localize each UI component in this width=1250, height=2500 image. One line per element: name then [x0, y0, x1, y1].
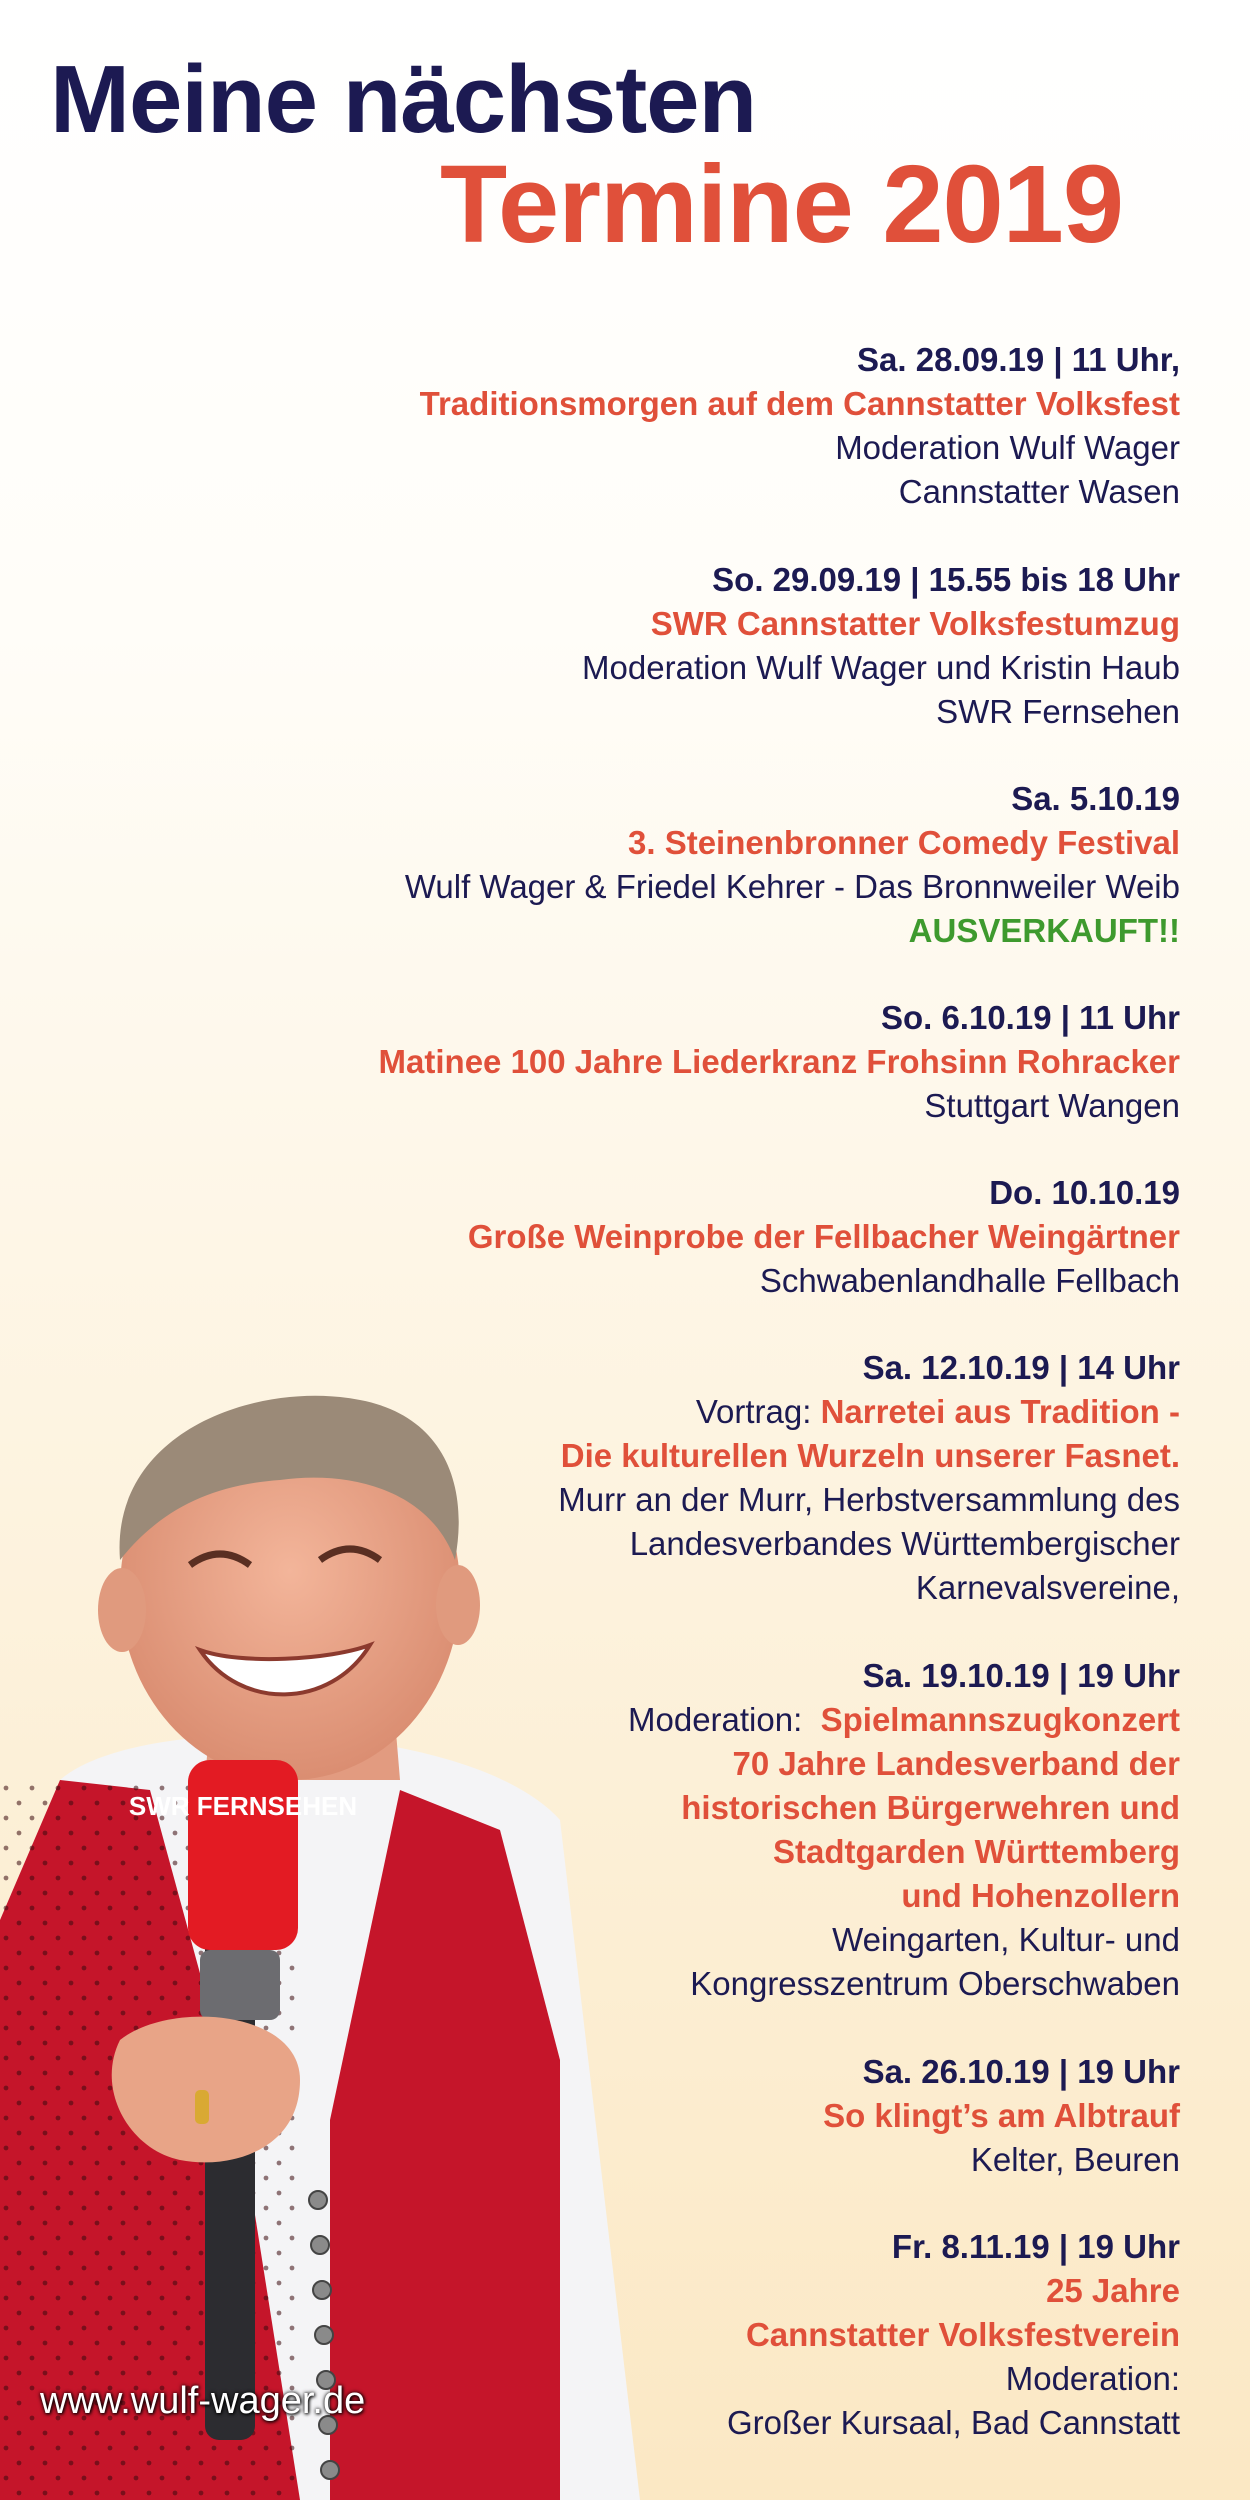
- event-date: Sa. 28.09.19 | 11 Uhr,: [857, 341, 1180, 378]
- event-title: 3. Steinenbronner Comedy Festival: [628, 824, 1180, 861]
- event-venue: Landesverbandes Württembergischer: [629, 1525, 1180, 1562]
- event-venue: Murr an der Murr, Herbstversammlung des: [558, 1481, 1180, 1518]
- event-detail: Wulf Wager & Friedel Kehrer - Das Bronnweiler Weib: [404, 868, 1180, 905]
- website-link[interactable]: www.wulf-wager.de: [40, 2380, 366, 2422]
- event-venue: SWR Fernsehen: [936, 693, 1180, 730]
- event-venue: Kongresszentrum Oberschwaben: [690, 1965, 1180, 2002]
- event-venue: Karnevalsvereine,: [915, 1569, 1180, 1606]
- event-title: Cannstatter Volksfestverein: [745, 2316, 1180, 2353]
- event-5: [180, 1171, 1180, 1303]
- event-title: Narretei aus Tradition -: [820, 1393, 1180, 1430]
- event-title: Spielmannszugkonzert: [820, 1701, 1180, 1738]
- event-1: [180, 338, 1180, 514]
- event-title: Große Weinprobe der Fellbacher Weingärtner: [467, 1218, 1180, 1255]
- event-date: Fr. 8.11.19 | 19 Uhr: [891, 2228, 1180, 2265]
- event-title: Matinee 100 Jahre Liederkranz Frohsinn Rohracker: [378, 1043, 1180, 1080]
- event-title: Traditionsmorgen auf dem Cannstatter Volksfest: [419, 385, 1180, 422]
- event-prefix: Vortrag:: [695, 1393, 812, 1430]
- event-date: Do. 10.10.19: [989, 1174, 1180, 1211]
- event-venue: Cannstatter Wasen: [898, 473, 1180, 510]
- event-venue: Weingarten, Kultur- und: [832, 1921, 1180, 1958]
- event-2: [180, 558, 1180, 734]
- event-title: Stadtgarden Württemberg: [772, 1833, 1180, 1870]
- mic-logo-text: SWR FERNSEHEN: [128, 1791, 358, 1821]
- event-date: Sa. 5.10.19: [1011, 780, 1180, 817]
- event-venue: Stuttgart Wangen: [924, 1087, 1180, 1124]
- event-title: und Hohenzollern: [901, 1877, 1180, 1914]
- title-line-1: Meine nächsten: [50, 46, 757, 153]
- event-title: 70 Jahre Landesverband der: [732, 1745, 1180, 1782]
- event-title: 25 Jahre: [1046, 2272, 1180, 2309]
- event-venue: Schwabenlandhalle Fellbach: [759, 1262, 1180, 1299]
- portrait-photo: [0, 1360, 660, 2500]
- event-detail: Moderation Wulf Wager: [835, 429, 1180, 466]
- event-venue: Kelter, Beuren: [970, 2141, 1180, 2178]
- event-date: Sa. 19.10.19 | 19 Uhr: [862, 1657, 1180, 1694]
- event-date: So. 6.10.19 | 11 Uhr: [880, 999, 1180, 1036]
- event-detail: Moderation Wulf Wager und Kristin Haub: [582, 649, 1180, 686]
- event-prefix: Moderation:: [628, 1701, 803, 1738]
- event-date: Sa. 12.10.19 | 14 Uhr: [862, 1349, 1180, 1386]
- event-3: [180, 777, 1180, 953]
- title-line-2: Termine 2019: [440, 143, 1124, 266]
- event-venue: Großer Kursaal, Bad Cannstatt: [726, 2404, 1180, 2441]
- event-date: So. 29.09.19 | 15.55 bis 18 Uhr: [712, 561, 1180, 598]
- event-detail: Moderation:: [1005, 2360, 1180, 2397]
- event-title: So klingt’s am Albtrauf: [823, 2097, 1180, 2134]
- event-title: historischen Bürgerwehren und: [681, 1789, 1180, 1826]
- event-4: [180, 996, 1180, 1128]
- event-date: Sa. 26.10.19 | 19 Uhr: [862, 2053, 1180, 2090]
- sold-out-badge: AUSVERKAUFT!!: [908, 912, 1180, 949]
- event-title: SWR Cannstatter Volksfestumzug: [650, 605, 1180, 642]
- event-title: Die kulturellen Wurzeln unserer Fasnet.: [560, 1437, 1180, 1474]
